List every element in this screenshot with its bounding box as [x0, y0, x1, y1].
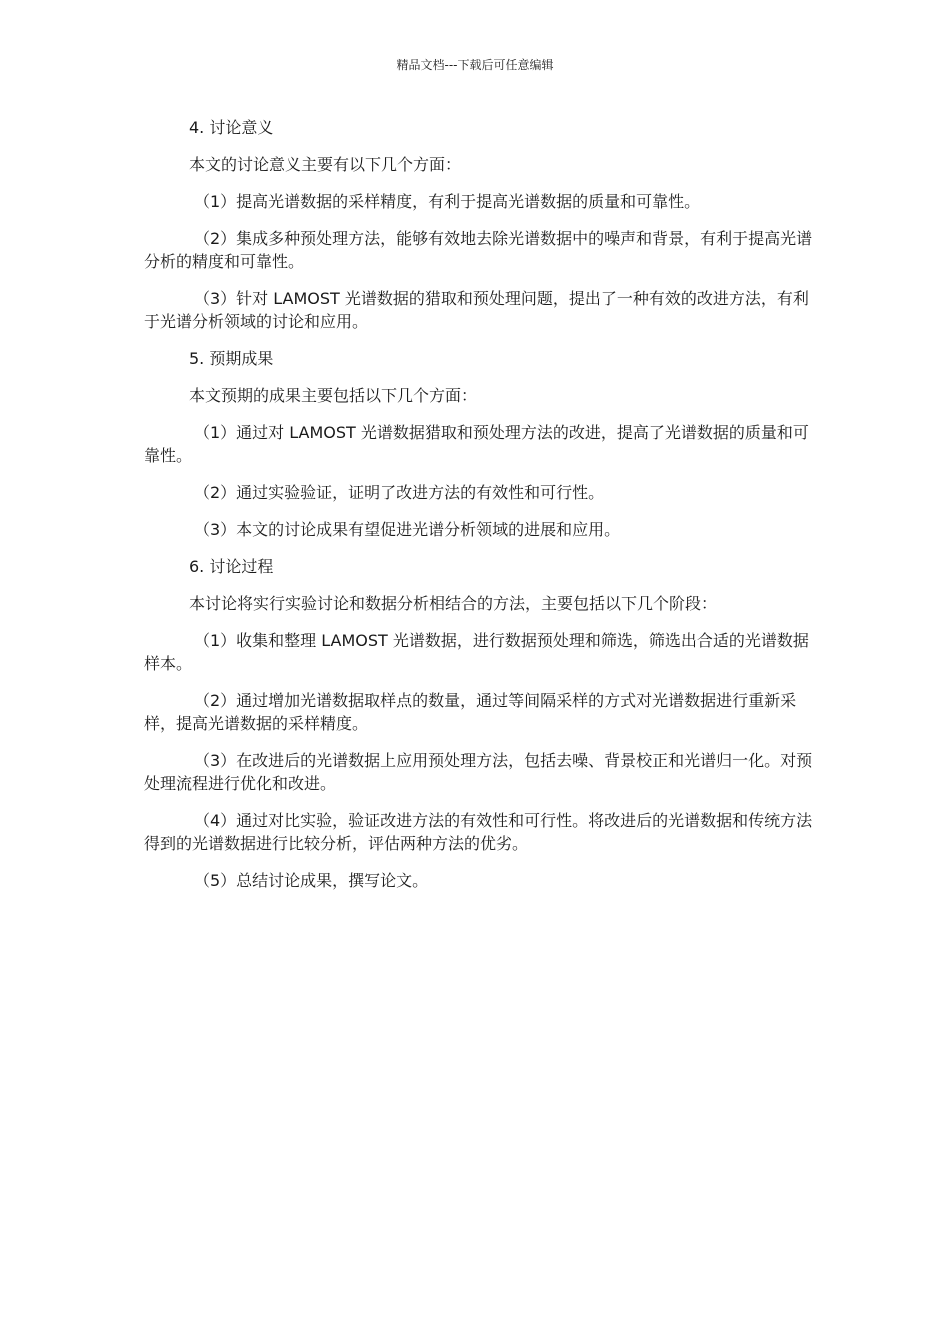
list-item: （1）提高光谱数据的采样精度，有利于提高光谱数据的质量和可靠性。 — [194, 192, 701, 211]
list-item: （3）针对 LAMOST 光谱数据的猎取和预处理问题，提出了一种有效的改进方法，有利于光谱分析领域的讨论和应用。 — [144, 289, 809, 331]
list-item: （3）本文的讨论成果有望促进光谱分析领域的进展和应用。 — [194, 520, 621, 539]
section-intro: 本文的讨论意义主要有以下几个方面： — [189, 155, 462, 174]
list-item: （1）收集和整理 LAMOST 光谱数据，进行数据预处理和筛选，筛选出合适的光谱数据样本。 — [144, 631, 809, 673]
section-intro: 本文预期的成果主要包括以下几个方面： — [189, 386, 478, 405]
page-header: 精品文档---下载后可任意编辑 — [396, 58, 554, 72]
document-body — [144, 116, 820, 906]
list-item: （3）在改进后的光谱数据上应用预处理方法，包括去噪、背景校正和光谱归一化。对预处理流程进行优化和改进。 — [144, 751, 813, 793]
section-heading: 4. 讨论意义 — [189, 118, 274, 137]
section-heading: 5. 预期成果 — [189, 349, 274, 368]
list-item: （1）通过对 LAMOST 光谱数据猎取和预处理方法的改进，提高了光谱数据的质量和可靠性。 — [144, 423, 809, 465]
list-item: （4）通过对比实验，验证改进方法的有效性和可行性。将改进后的光谱数据和传统方法得到的光谱数据进行比较分析，评估两种方法的优劣。 — [144, 811, 813, 853]
list-item: （2）通过增加光谱数据取样点的数量，通过等间隔采样的方式对光谱数据进行重新采样，提高光谱数据的采样精度。 — [144, 691, 797, 733]
list-item: （5）总结讨论成果，撰写论文。 — [194, 871, 429, 890]
section-intro: 本讨论将实行实验讨论和数据分析相结合的方法，主要包括以下几个阶段： — [189, 594, 718, 613]
list-item: （2）通过实验验证，证明了改进方法的有效性和可行性。 — [194, 483, 605, 502]
list-item: （2）集成多种预处理方法，能够有效地去除光谱数据中的噪声和背景，有利于提高光谱分析的精度和可靠性。 — [144, 229, 813, 271]
section-heading: 6. 讨论过程 — [189, 557, 274, 576]
